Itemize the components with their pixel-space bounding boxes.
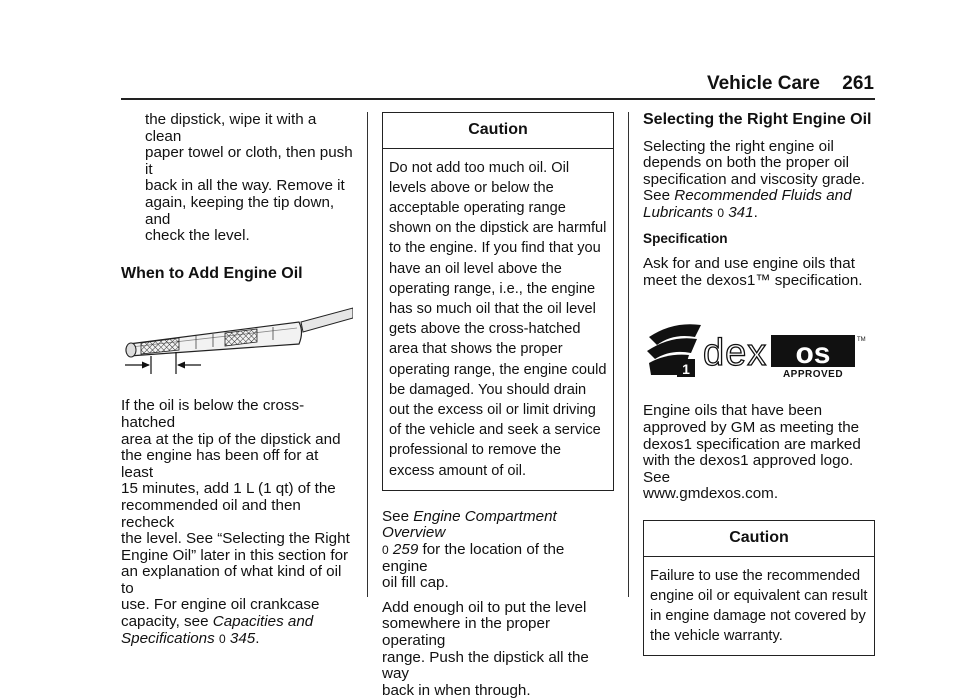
caution-title: Caution bbox=[383, 113, 613, 149]
text-line: professional to remove the bbox=[389, 442, 561, 459]
column-2 bbox=[382, 112, 614, 699]
text-line: use. For engine oil crankcase bbox=[121, 596, 320, 614]
text-line: an explanation of what kind of oil to bbox=[121, 563, 342, 597]
text-line: check the level. bbox=[145, 227, 250, 245]
logo-word-outline: dex bbox=[703, 332, 768, 375]
text-line: with the dexos1 approved logo. See bbox=[643, 452, 854, 486]
text-line: area that shows the proper bbox=[389, 341, 563, 358]
text-line: meet the dexos1™ specification. bbox=[643, 271, 863, 289]
logo-trademark: TM bbox=[857, 337, 866, 344]
cross-reference-link[interactable]: Lubricants bbox=[643, 203, 714, 221]
column-divider-right bbox=[628, 112, 629, 597]
caution-box-oil-type bbox=[643, 520, 875, 656]
text-line: If the oil is below the cross-hatched bbox=[121, 397, 305, 431]
text-line bbox=[382, 542, 614, 575]
column-1 bbox=[121, 112, 353, 647]
page-reference-icon: 0 bbox=[382, 543, 389, 558]
text-line bbox=[121, 614, 353, 631]
caution-box-oil-level bbox=[382, 112, 614, 491]
text-line: Specifications 0 345. bbox=[121, 629, 260, 647]
text-line: oil fill cap. bbox=[382, 574, 449, 592]
text-line: has so much oil that the oil level bbox=[389, 301, 596, 318]
page-reference-icon: 0 bbox=[218, 631, 226, 646]
text-line: dexos1 specification are marked bbox=[643, 435, 861, 453]
text-line: Engine oils that have been bbox=[643, 402, 823, 420]
text-line bbox=[643, 188, 875, 205]
caution-body bbox=[644, 557, 874, 656]
approved-paragraph bbox=[643, 403, 875, 503]
cross-reference-page[interactable]: 259 bbox=[392, 541, 419, 559]
page-number: 261 bbox=[842, 73, 874, 94]
text-line: to the engine. If you find that you bbox=[389, 240, 601, 257]
selecting-paragraph bbox=[643, 139, 875, 222]
column-3 bbox=[643, 112, 875, 656]
text-line: shown on the dipstick are harmful bbox=[389, 220, 607, 237]
text-fragment: See bbox=[643, 187, 671, 205]
column-divider-left bbox=[367, 112, 368, 597]
dipstick-illustration bbox=[121, 302, 353, 382]
section-title: Vehicle Care bbox=[706, 73, 820, 94]
text-line: recommended oil and then recheck bbox=[121, 496, 301, 531]
text-line: depends on both the proper oil bbox=[643, 154, 850, 172]
text-line: have an oil level above the bbox=[389, 260, 562, 277]
text-line: the level. See “Selecting the Right bbox=[121, 530, 350, 548]
cross-reference-link[interactable]: Specifications bbox=[121, 629, 215, 647]
text-line: Lubricants 0 341. bbox=[643, 203, 758, 221]
page-reference-icon: 0 bbox=[717, 205, 724, 220]
text-fragment: See bbox=[382, 507, 410, 525]
text-line: again, keeping the tip down, and bbox=[145, 193, 335, 228]
text-line: Ask for and use engine oils that bbox=[643, 255, 855, 273]
text-line: range. Push the dipstick all the way bbox=[382, 648, 589, 683]
heading-when-to-add-oil: When to Add Engine Oil bbox=[121, 264, 303, 282]
text-line: back in when through. bbox=[382, 681, 531, 699]
text-fragment: for the location of the engine bbox=[382, 541, 565, 575]
subheading-specification: Specification bbox=[643, 230, 728, 246]
caution-title: Caution bbox=[644, 521, 874, 557]
text-line: of the vehicle and seek a service bbox=[389, 422, 601, 439]
cross-reference-link[interactable]: Engine Compartment Overview bbox=[382, 507, 557, 542]
heading-selecting-oil: Selecting the Right Engine Oil bbox=[643, 111, 872, 128]
text-line: Do not add too much oil. Oil bbox=[389, 159, 570, 176]
cross-reference-link[interactable]: Capacities and bbox=[212, 613, 314, 631]
text-line: the engine has been off for at least bbox=[121, 447, 319, 481]
logo-approved-text: APPROVED bbox=[782, 369, 844, 381]
text-line: Selecting the right engine oil bbox=[643, 137, 834, 155]
text-line: excess amount of oil. bbox=[389, 462, 527, 479]
logo-word-solid: os bbox=[795, 337, 831, 371]
text-line: paper towel or cloth, then push it bbox=[145, 144, 353, 178]
text-line: the vehicle warranty. bbox=[650, 628, 783, 645]
text-line: www.gmdexos.com. bbox=[643, 485, 779, 503]
caution-body bbox=[383, 149, 613, 490]
text-line: somewhere in the proper operating bbox=[382, 615, 550, 649]
text-line: be damaged. You should drain bbox=[389, 381, 587, 398]
dexos1-approved-logo bbox=[643, 319, 875, 389]
text-line: in engine damage not covered by bbox=[650, 607, 866, 624]
text-line: operating range, i.e., the engine bbox=[389, 280, 596, 297]
text-line: levels above or below the bbox=[389, 179, 554, 196]
text-line: engine oil or equivalent can result bbox=[650, 587, 868, 604]
text-line: Engine Oil” later in this section for bbox=[121, 546, 349, 564]
text-line: acceptable operating range bbox=[389, 200, 566, 216]
text-line: operating range, the engine could bbox=[389, 361, 607, 378]
add-oil-paragraph bbox=[382, 600, 614, 699]
text-line: Failure to use the recommended bbox=[650, 567, 861, 584]
text-line: gets above the cross-hatched bbox=[389, 321, 581, 338]
text-line bbox=[382, 509, 614, 542]
when-to-add-paragraph bbox=[121, 398, 353, 647]
text-line: area at the tip of the dipstick and bbox=[121, 430, 341, 448]
spec-paragraph bbox=[643, 256, 875, 289]
text-fragment: capacity, see bbox=[121, 613, 209, 631]
text-line: 15 minutes, add 1 L (1 qt) of the bbox=[121, 480, 336, 498]
text-line: approved by GM as meeting the bbox=[643, 418, 860, 436]
text-line: specification and viscosity grade. bbox=[643, 170, 866, 188]
text-line: Add enough oil to put the level bbox=[382, 598, 587, 616]
cross-reference-link[interactable]: Recommended Fluids and bbox=[674, 187, 852, 205]
header-rule bbox=[121, 98, 875, 100]
fill-cap-paragraph bbox=[382, 509, 614, 592]
text-line: back in all the way. Remove it bbox=[145, 177, 345, 195]
logo-number: 1 bbox=[682, 361, 690, 378]
cross-reference-page[interactable]: 345 bbox=[229, 629, 256, 647]
text-line: out the excess oil or limit driving bbox=[389, 402, 596, 419]
cross-reference-page[interactable]: 341 bbox=[728, 203, 754, 221]
text-line: the dipstick, wipe it with a clean bbox=[145, 111, 317, 145]
intro-paragraph bbox=[121, 112, 353, 245]
